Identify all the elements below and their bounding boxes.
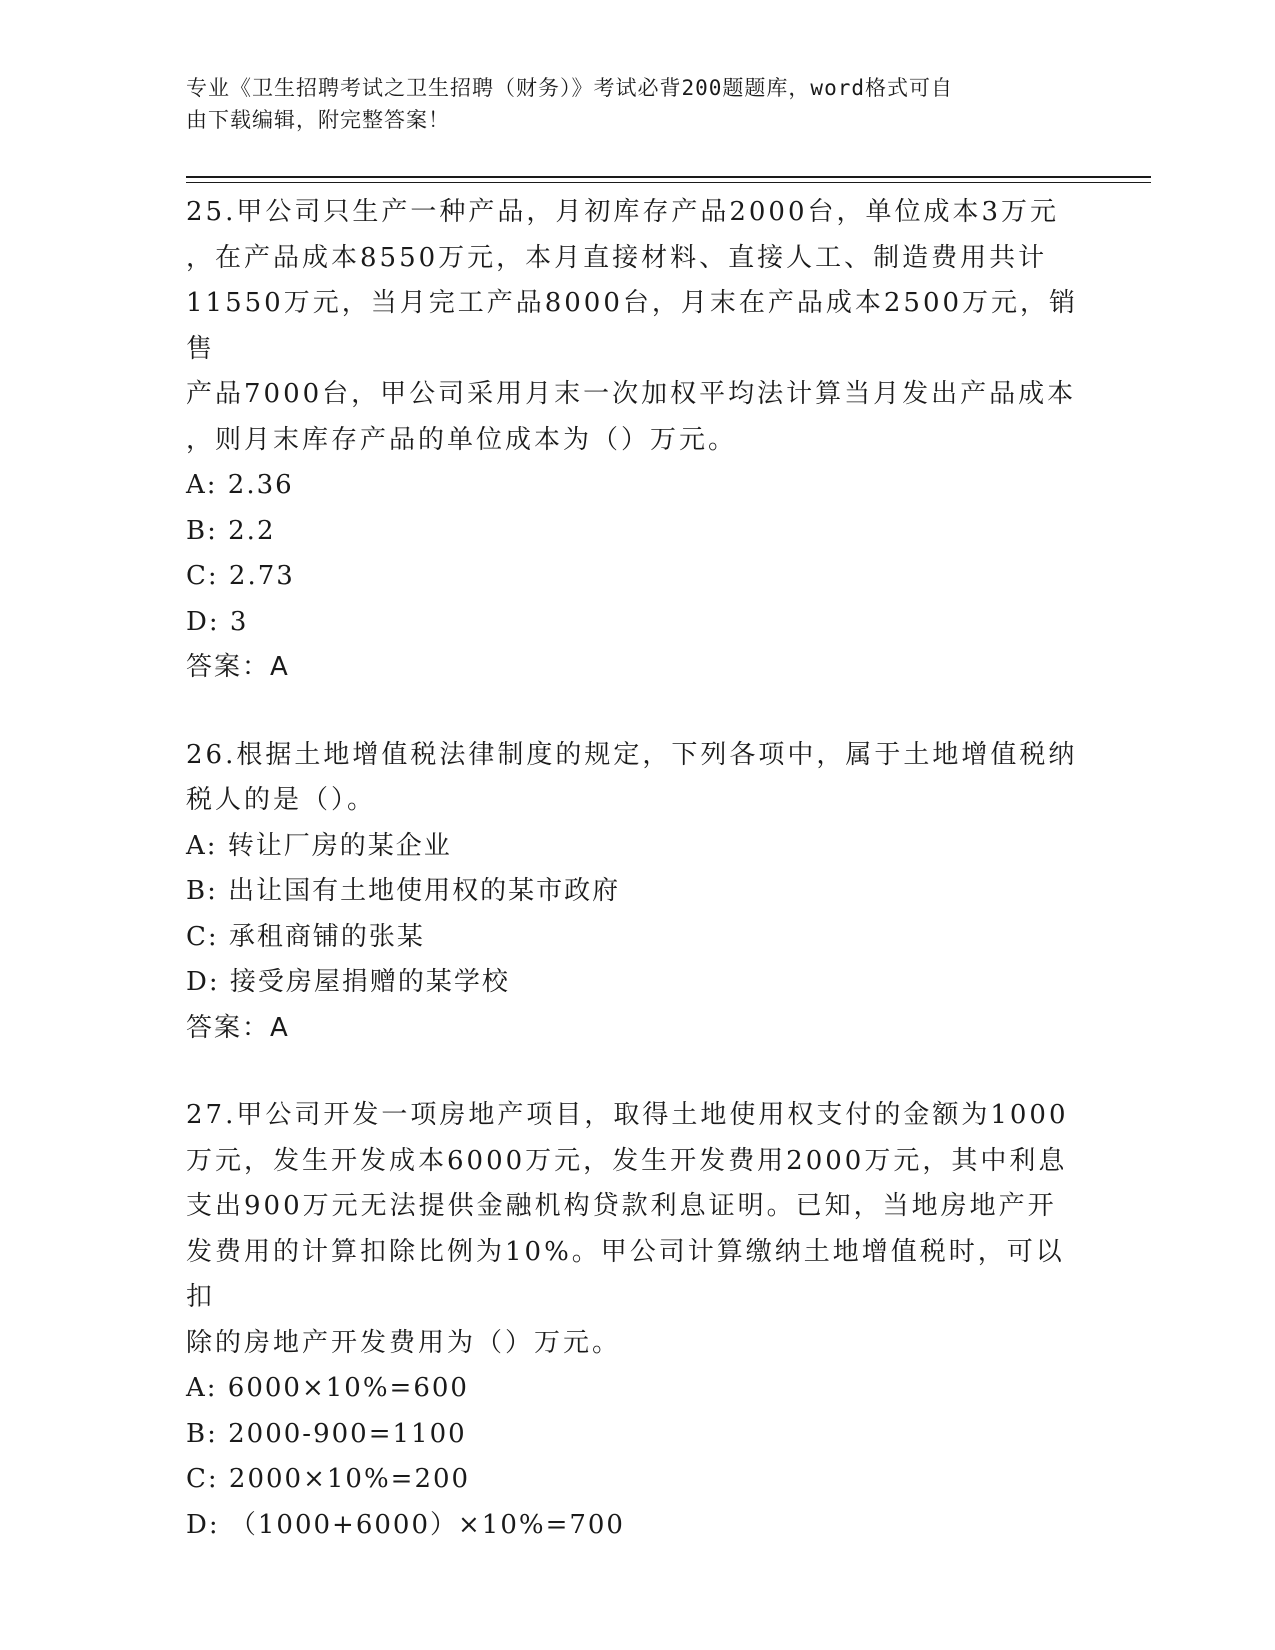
option-b: B: 出让国有土地使用权的某市政府 bbox=[186, 876, 621, 906]
option-c: C: 2.73 bbox=[186, 561, 295, 591]
option-a: A: 转让厂房的某企业 bbox=[186, 830, 452, 861]
option-c: C: 承租商铺的张某 bbox=[186, 921, 425, 952]
answer: 答案：A bbox=[186, 652, 290, 682]
stem-line: 26.根据土地增值税法律制度的规定，下列各项中，属于土地增值税纳 bbox=[186, 739, 1078, 770]
stem-line: 万元，发生开发成本6000万元，发生开发费用2000万元，其中利息 bbox=[186, 1145, 1068, 1176]
document-header bbox=[186, 72, 1086, 136]
stem-line: 11550万元，当月完工产品8000台，月末在产品成本2500万元，销售 bbox=[186, 288, 1079, 364]
question-stem bbox=[186, 190, 1086, 463]
option-a: A: 6000×10%=600 bbox=[186, 1373, 469, 1403]
header-line-1: 专业《卫生招聘考试之卫生招聘（财务）》考试必背200题题库，word格式可自 bbox=[186, 76, 953, 100]
stem-line: 税人的是（）。 bbox=[186, 785, 377, 815]
header-line-2: 由下载编辑，附完整答案！ bbox=[186, 108, 450, 132]
option-c: C: 2000×10%=200 bbox=[186, 1464, 471, 1494]
stem-line: 产品7000台，甲公司采用月末一次加权平均法计算当月发出产品成本 bbox=[186, 379, 1077, 409]
answer: 答案：A bbox=[186, 1012, 290, 1043]
stem-line: ，在产品成本8550万元，本月直接材料、直接人工、制造费用共计 bbox=[186, 242, 1048, 273]
option-b: B: 2.2 bbox=[186, 515, 276, 546]
question-stem bbox=[186, 733, 1086, 824]
stem-line: 27.甲公司开发一项房地产项目，取得土地使用权支付的金额为1000 bbox=[186, 1100, 1069, 1130]
option-a: A: 2.36 bbox=[186, 470, 294, 500]
question-27 bbox=[186, 1093, 1086, 1548]
stem-line: 除的房地产开发费用为（）万元。 bbox=[186, 1327, 622, 1358]
option-d: D: 3 bbox=[186, 606, 249, 637]
option-b: B: 2000-900=1100 bbox=[186, 1418, 467, 1449]
question-stem bbox=[186, 1093, 1086, 1366]
option-d: D: （1000+6000）×10%=700 bbox=[186, 1509, 625, 1540]
question-list bbox=[186, 190, 1086, 1590]
header-divider bbox=[186, 176, 1151, 178]
header-divider-thin bbox=[186, 182, 1151, 183]
question-25 bbox=[186, 190, 1086, 691]
stem-line: 25.甲公司只生产一种产品，月初库存产品2000台，单位成本3万元 bbox=[186, 197, 1060, 227]
stem-line: ，则月末库存产品的单位成本为（）万元。 bbox=[186, 424, 738, 455]
option-d: D: 接受房屋捐赠的某学校 bbox=[186, 967, 510, 997]
stem-line: 发费用的计算扣除比例为10%。甲公司计算缴纳土地增值税时，可以扣 bbox=[186, 1236, 1065, 1312]
question-26 bbox=[186, 733, 1086, 1052]
stem-line: 支出900万元无法提供金融机构贷款利息证明。已知，当地房地产开 bbox=[186, 1191, 1057, 1221]
